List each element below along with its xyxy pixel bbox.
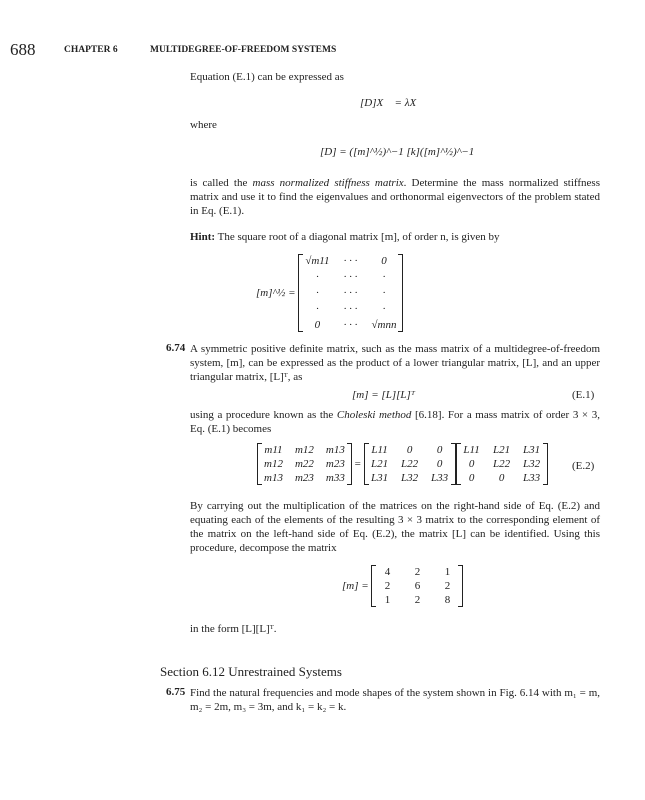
matrix-cell: L21 [493, 444, 511, 456]
matrix-cell: L31 [371, 472, 389, 484]
matrix-cell: 6 [414, 580, 421, 592]
matrix-cell: m33 [325, 472, 345, 484]
problem-text: A symmetric positive definite matrix, such as the mass matrix of a multidegree-of-freedom system, [m], can be expressed as the product of a lower triangular matrix, [L], and an upper triangular matrix, [L]ᵀ, as [190, 343, 600, 383]
choleski-paragraph: using a procedure known as the Choleski method [6.18]. For a mass matrix of order 3 × 3, Eq. (E.1) becomes [190, 409, 600, 435]
matrix-decomposition-equation: m11 m12 m13 m12 m22 m23 m13 m23 m33 = L11 0 0 L21 L22 0 L31 L32 L33 L11 L21 L31 0 L22 L32 0 0 L33 [257, 443, 548, 485]
chapter-title: MULTIDEGREE-OF-FREEDOM SYSTEMS [150, 45, 337, 55]
page-number: 688 [10, 40, 36, 59]
sqrt-matrix [298, 254, 403, 332]
matrix-cell: L33 [431, 472, 449, 484]
matrix-cell: 2 [444, 580, 451, 592]
matrix-cell: 0 [314, 319, 321, 331]
mass-matrix [257, 443, 352, 485]
lower-triangular-matrix [364, 443, 456, 485]
intro-text: Equation (E.1) can be expressed as [190, 71, 344, 83]
mass-normalized-paragraph: is called the mass normalized stiffness matrix. Determine the mass normalized stiffness matrix and use it to find the eigenvalues and orthonormal eigenvectors of the problem stated in Eq. (E.1). [190, 177, 600, 217]
matrix-cell: m13 [264, 472, 283, 484]
matrix-cell: L11 [463, 444, 480, 456]
procedure-paragraph: By carrying out the multiplication of the matrices on the right-hand side of Eq. (E.2) and equating each of the elements of the resulting 3 × 3 matrix to the corresponding element of the matrix on the left-hand side of Eq. (E.2), the matrix [L] can be identified. Using this procedure, decompose the matrix [190, 500, 600, 554]
matrix-cell: m12 [294, 444, 314, 456]
equation-label: (E.2) [572, 460, 595, 472]
matrix-cell: · · · [343, 319, 358, 331]
matrix-cell: L11 [371, 444, 388, 456]
problem-text: Find the natural frequencies and mode shapes of the system shown in Fig. 6.14 with m₁ = m, m₂ = 2m, m₃ = 3m, and k₁ = k₂ = k. [190, 687, 600, 713]
matrix-cell: m23 [325, 458, 345, 470]
matrix-cell: 0 [381, 255, 387, 267]
matrix-cell: √mnn [371, 319, 397, 331]
matrix-cell: 0 [436, 444, 443, 456]
equation-label: (E.1) [572, 389, 595, 401]
matrix-cell: L32 [523, 458, 541, 470]
matrix-cell: L32 [401, 472, 419, 484]
problem-number: 6.74 [166, 342, 186, 354]
numeric-mass-matrix [371, 565, 463, 607]
matrix-cell: 2 [414, 594, 421, 606]
matrix-cell: · [382, 271, 386, 283]
eigen-equation: [D]X⃗ = λX⃗ [360, 97, 425, 109]
matrix-cell: · [316, 287, 319, 299]
numeric-matrix-equation: [m] = 4 2 1 2 6 2 1 2 8 [342, 565, 463, 607]
matrix-cell: 0 [406, 444, 413, 456]
hint-paragraph: Hint: The square root of a diagonal matrix [m], of order n, is given by [190, 231, 500, 243]
matrix-cell: m22 [294, 458, 314, 470]
matrix-cell: · [316, 303, 319, 315]
matrix-cell: · · · [343, 255, 358, 267]
sqrt-matrix-equation: [m]^½ = √m11 · · · 0 · · · · · · · · · · · · · · · 0 · · · √mnn [256, 254, 403, 332]
d-matrix-equation: [D] = ([m]^½)^−1 [k]([m]^½)^−1 [320, 146, 475, 158]
matrix-cell: · [316, 271, 319, 283]
matrix-cell: 0 [436, 458, 443, 470]
matrix-cell: L22 [401, 458, 419, 470]
matrix-cell: L21 [371, 458, 389, 470]
problem-number: 6.75 [166, 686, 186, 698]
upper-triangular-matrix [456, 443, 548, 485]
matrix-cell: · · · [343, 287, 358, 299]
matrix-cell: · [382, 287, 386, 299]
matrix-cell: m23 [294, 472, 314, 484]
choleski-equation: [m] = [L][L]ᵀ [352, 389, 416, 401]
matrix-cell: · · · [343, 303, 358, 315]
chapter-label: CHAPTER 6 [64, 45, 118, 55]
matrix-cell: 2 [414, 566, 421, 578]
matrix-cell: m11 [264, 444, 283, 456]
matrix-cell: 0 [468, 458, 475, 470]
matrix-cell: · · · [343, 271, 358, 283]
matrix-cell: 0 [468, 472, 475, 484]
matrix-cell: 8 [444, 594, 451, 606]
matrix-cell: · [382, 303, 386, 315]
section-heading: Section 6.12 Unrestrained Systems [160, 664, 342, 679]
matrix-cell: m12 [264, 458, 283, 470]
matrix-cell: m13 [325, 444, 345, 456]
matrix-cell: 4 [384, 566, 391, 578]
matrix-cell: L22 [493, 458, 511, 470]
form-text: in the form [L][L]ᵀ. [190, 623, 277, 635]
matrix-cell: 0 [498, 472, 505, 484]
matrix-cell: √m11 [305, 255, 330, 267]
matrix-cell: 1 [384, 594, 391, 606]
matrix-cell: 2 [384, 580, 391, 592]
matrix-cell: L31 [523, 444, 541, 456]
where-text: where [190, 119, 217, 131]
matrix-cell: L33 [523, 472, 541, 484]
matrix-cell: 1 [444, 566, 451, 578]
